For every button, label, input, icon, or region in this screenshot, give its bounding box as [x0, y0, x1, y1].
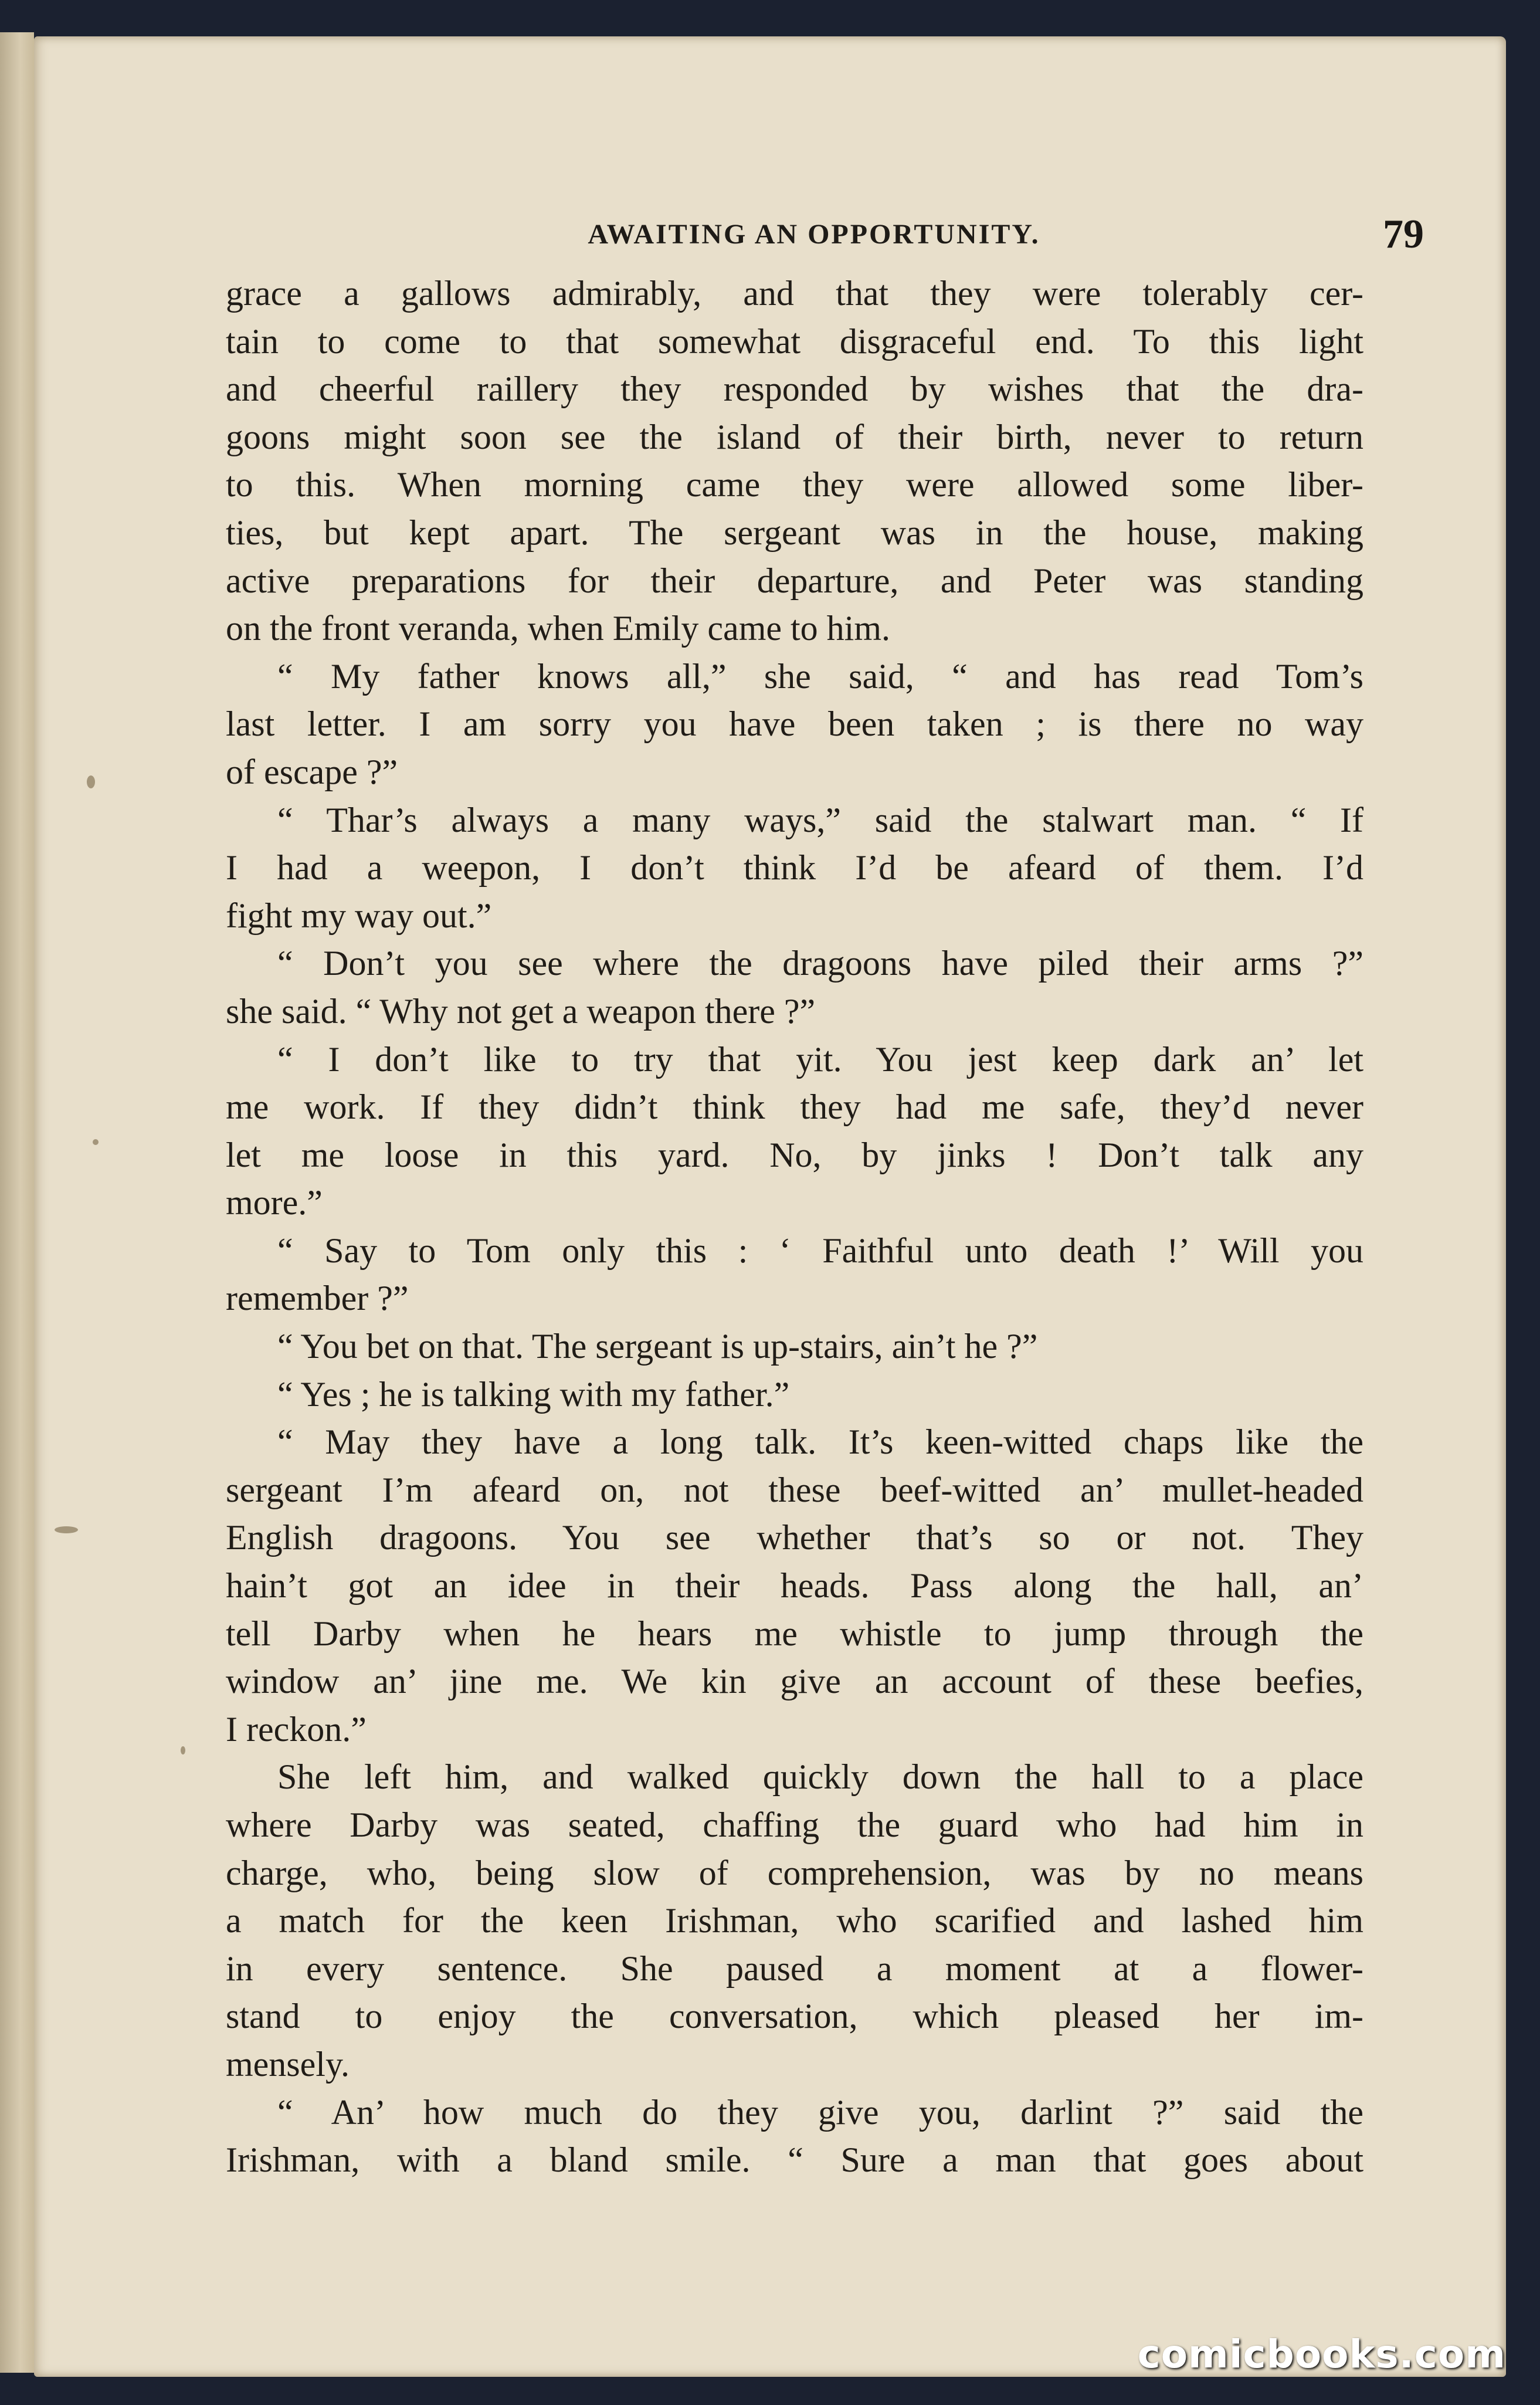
text-line: last letter. I am sorry you have been taken ; is there no way — [226, 704, 1363, 744]
text-line: fight my way out.” — [226, 896, 492, 935]
text-line: “ I don’t like to try that yit. You jest keep dark an’ let — [277, 1039, 1363, 1079]
text-line: to this. When morning came they were allowed some liber- — [226, 465, 1363, 504]
text-line: stand to enjoy the conversation, which pleased her im- — [226, 1997, 1363, 2036]
text-line: me work. If they didn’t think they had me safe, they’d never — [226, 1088, 1363, 1127]
running-title: AWAITING AN OPPORTUNITY. — [588, 219, 1040, 250]
text-line: mensely. — [226, 2044, 350, 2084]
text-line: grace a gallows admirably, and that they were tolerably cer- — [226, 274, 1363, 313]
text-line: sergeant I’m afeard on, not these beef-witted an’ mullet-headed — [226, 1470, 1363, 1509]
watermark: comicbooks.com — [1137, 2332, 1506, 2377]
text-line: English dragoons. You see whether that’s so or not. They — [226, 1518, 1363, 1557]
text-line: “ My father knows all,” she said, “ and has read Tom’s — [277, 656, 1363, 696]
text-line: let me loose in this yard. No, by jinks ! Don’t talk any — [226, 1135, 1363, 1174]
text-line: she said. “ Why not get a weapon there ?” — [226, 991, 816, 1031]
paper-speck — [181, 1746, 185, 1754]
text-line: active preparations for their departure, and Peter was standing — [226, 561, 1363, 600]
text-line: “ Yes ; he is talking with my father.” — [277, 1374, 790, 1414]
text-line: and cheerful raillery they responded by wishes that the dra- — [226, 370, 1363, 409]
text-line: window an’ jine me. We kin give an account of these beefies, — [226, 1662, 1363, 1701]
text-line: charge, who, being slow of comprehension, was by no means — [226, 1853, 1363, 1892]
text-line: a match for the keen Irishman, who scarified and lashed him — [226, 1901, 1363, 1940]
text-line: “ You bet on that. The sergeant is up-stairs, ain’t he ?” — [277, 1327, 1038, 1366]
text-line: goons might soon see the island of their birth, never to return — [226, 417, 1363, 456]
text-line: She left him, and walked quickly down the hall to a place — [277, 1757, 1363, 1797]
text-line: “ Say to Tom only this : ‘ Faithful unto death !’ Will you — [277, 1231, 1363, 1270]
text-line: “ Thar’s always a many ways,” said the stalwart man. “ If — [277, 800, 1363, 839]
text-line: in every sentence. She paused a moment at a flower- — [226, 1949, 1363, 1988]
text-line: I reckon.” — [226, 1709, 367, 1749]
text-line: ties, but kept apart. The sergeant was in the house, making — [226, 513, 1363, 552]
text-line: tell Darby when he hears me whistle to jump through the — [226, 1614, 1363, 1653]
text-line: “ An’ how much do they give you, darlint ?” said the — [277, 2092, 1363, 2132]
text-line: Irishman, with a bland smile. “ Sure a man that goes about — [226, 2140, 1363, 2180]
left-page-edge — [0, 32, 34, 2373]
text-line: of escape ?” — [226, 752, 398, 791]
paper-speck — [93, 1139, 99, 1145]
paper-speck — [55, 1526, 78, 1533]
text-line: more.” — [226, 1183, 323, 1222]
text-line: hain’t got an idee in their heads. Pass along the hall, an’ — [226, 1566, 1363, 1605]
text-line: I had a weepon, I don’t think I’d be afeard of them. I’d — [226, 848, 1363, 888]
paper-speck — [87, 775, 95, 788]
text-line: “ Don’t you see where the dragoons have piled their arms ?” — [277, 944, 1363, 983]
text-line: tain to come to that somewhat disgraceful end. To this light — [226, 321, 1363, 361]
page-number: 79 — [1383, 212, 1424, 257]
text-line: remember ?” — [226, 1279, 409, 1318]
page-header — [222, 212, 1424, 259]
text-line: on the front veranda, when Emily came to him. — [226, 609, 890, 648]
text-line: “ May they have a long talk. It’s keen-witted chaps like the — [277, 1422, 1363, 1462]
text-line: where Darby was seated, chaffing the guard who had him in — [226, 1806, 1363, 1844]
body-text — [226, 270, 1363, 2184]
